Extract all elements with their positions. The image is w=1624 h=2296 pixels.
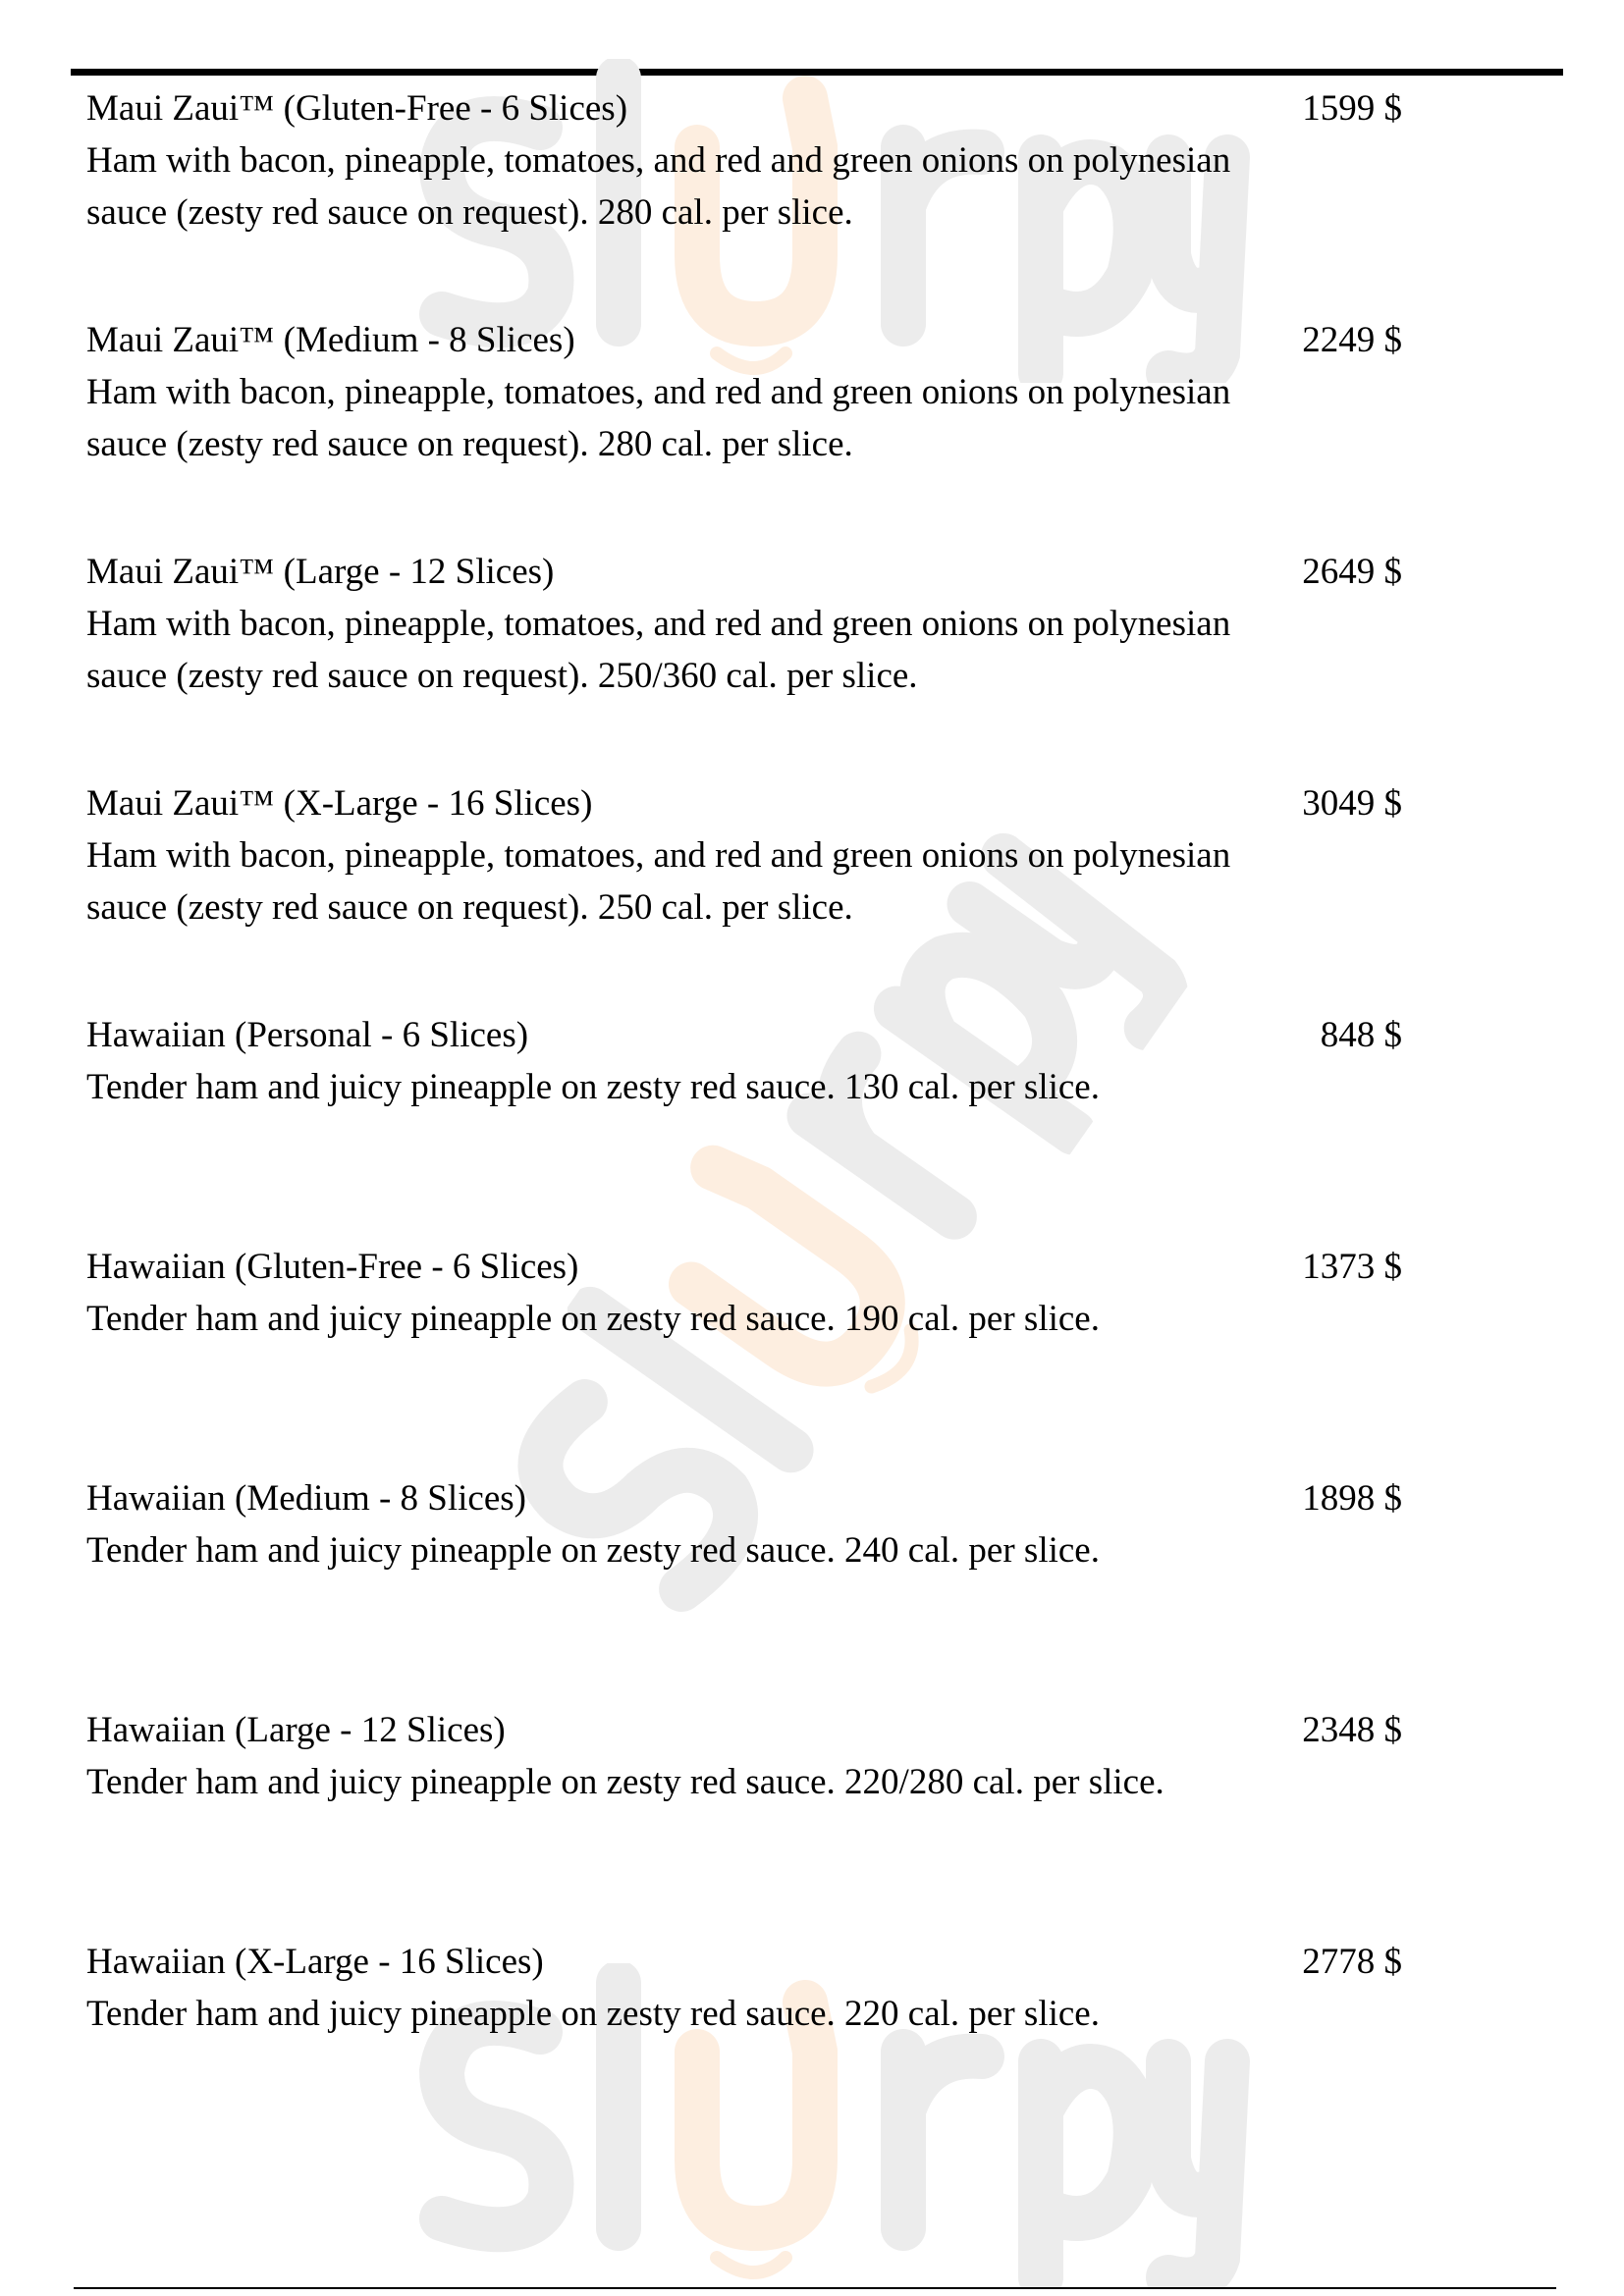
item-title: Hawaiian (Medium - 8 Slices) [86, 1478, 526, 1519]
menu-item [86, 1241, 1402, 1472]
item-price: 848 $ [1320, 1015, 1402, 1055]
item-title: Maui Zaui™ (X-Large - 16 Slices) [86, 783, 593, 824]
item-description: Tender ham and juicy pineapple on zesty red sauce. 190 cal. per slice. [86, 1299, 1100, 1339]
item-description: Tender ham and juicy pineapple on zesty red sauce. 130 cal. per slice. [86, 1067, 1100, 1107]
item-title: Hawaiian (Large - 12 Slices) [86, 1710, 506, 1750]
item-title: Hawaiian (Gluten-Free - 6 Slices) [86, 1247, 579, 1287]
item-description: Tender ham and juicy pineapple on zesty red sauce. 220/280 cal. per slice. [86, 1762, 1164, 1802]
menu-item [86, 546, 1402, 777]
menu-item [86, 1472, 1402, 1704]
item-price: 2348 $ [1302, 1710, 1402, 1750]
menu-item [86, 1704, 1402, 1936]
item-title: Maui Zaui™ (Gluten-Free - 6 Slices) [86, 88, 628, 129]
item-price: 2649 $ [1302, 552, 1402, 592]
menu-item [86, 1009, 1402, 1241]
item-description: Ham with bacon, pineapple, tomatoes, and red and green onions on polynesian sauce (zesty red sauce on request). 250/360 cal. per slice. [86, 604, 1231, 696]
menu-item [86, 82, 1402, 314]
item-title: Hawaiian (X-Large - 16 Slices) [86, 1942, 544, 1982]
menu-item [86, 777, 1402, 1009]
item-price: 1599 $ [1302, 88, 1402, 129]
item-description: Ham with bacon, pineapple, tomatoes, and red and green onions on polynesian sauce (zesty red sauce on request). 250 cal. per slice. [86, 835, 1231, 928]
item-price: 2249 $ [1302, 320, 1402, 360]
menu-item [86, 314, 1402, 546]
item-price: 2778 $ [1302, 1942, 1402, 1982]
menu-item [86, 1936, 1402, 2167]
item-title: Maui Zaui™ (Large - 12 Slices) [86, 552, 555, 592]
item-price: 3049 $ [1302, 783, 1402, 824]
item-description: Tender ham and juicy pineapple on zesty red sauce. 220 cal. per slice. [86, 1994, 1100, 2034]
item-price: 1898 $ [1302, 1478, 1402, 1519]
bottom-rule [74, 2287, 1556, 2289]
item-description: Ham with bacon, pineapple, tomatoes, and red and green onions on polynesian sauce (zesty red sauce on request). 280 cal. per slice. [86, 372, 1231, 464]
item-title: Hawaiian (Personal - 6 Slices) [86, 1015, 529, 1055]
item-title: Maui Zaui™ (Medium - 8 Slices) [86, 320, 575, 360]
item-description: Ham with bacon, pineapple, tomatoes, and red and green onions on polynesian sauce (zesty red sauce on request). 280 cal. per slice. [86, 140, 1231, 233]
item-description: Tender ham and juicy pineapple on zesty red sauce. 240 cal. per slice. [86, 1530, 1100, 1571]
item-price: 1373 $ [1302, 1247, 1402, 1287]
menu-list [86, 82, 1402, 2167]
